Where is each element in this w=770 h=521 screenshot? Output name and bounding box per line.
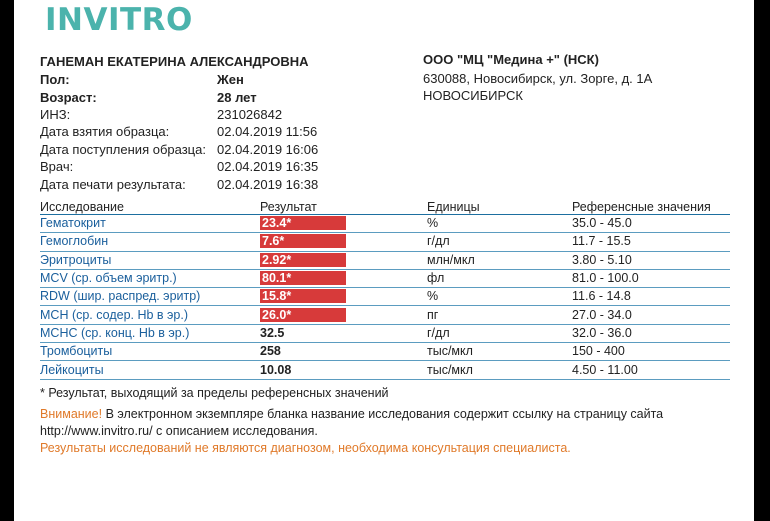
test-name[interactable]: RDW (шир. распред. эритр) (40, 288, 260, 306)
row-label: Пол: (40, 72, 70, 88)
row-value: 02.04.2019 16:06 (217, 141, 319, 157)
row-label: Дата поступления образца: (40, 141, 206, 157)
unit: г/дл (427, 233, 572, 251)
reference-range: 11.6 - 14.8 (572, 288, 730, 306)
reference-range: 35.0 - 45.0 (572, 215, 730, 233)
patient-info (40, 52, 318, 193)
out-of-range-value: 26.0* (260, 308, 346, 322)
out-of-range-note: * Результат, выходящий за пределы референсных значений (40, 386, 389, 400)
test-name[interactable]: Тромбоциты (40, 343, 260, 361)
result-value (260, 251, 427, 269)
out-of-range-value: 7.6* (260, 234, 346, 248)
table-row (40, 324, 730, 342)
reference-range: 81.0 - 100.0 (572, 269, 730, 287)
header-test: Исследование (40, 201, 260, 215)
patient-row-print-date (40, 175, 318, 192)
link-tail: с описанием исследования. (152, 424, 318, 438)
result-value: 32.5 (260, 324, 427, 342)
row-value: 28 лет (217, 89, 257, 105)
patient-row-sex (40, 71, 318, 88)
patient-row-sample-date (40, 123, 318, 140)
test-name[interactable]: MCH (ср. содер. Hb в эр.) (40, 306, 260, 324)
row-value: 231026842 (217, 106, 283, 122)
reference-range: 32.0 - 36.0 (572, 324, 730, 342)
table-row (40, 215, 730, 233)
reference-range: 11.7 - 15.5 (572, 233, 730, 251)
unit: млн/мкл (427, 251, 572, 269)
site-link[interactable]: http://www.invitro.ru/ (40, 424, 153, 438)
patient-row-received-date (40, 141, 318, 158)
header-result: Результат (260, 201, 427, 215)
table-row (40, 288, 730, 306)
reference-range: 4.50 - 11.00 (572, 361, 730, 379)
row-label: Возраст: (40, 89, 97, 105)
row-value: 02.04.2019 16:38 (217, 176, 319, 192)
unit: г/дл (427, 324, 572, 342)
test-name[interactable]: Лейкоциты (40, 361, 260, 379)
table-row (40, 251, 730, 269)
result-value (260, 233, 427, 251)
header-units: Единицы (427, 201, 572, 215)
patient-name: ГАНЕМАН ЕКАТЕРИНА АЛЕКСАНДРОВНА (40, 54, 309, 69)
table-header-row (40, 201, 730, 215)
result-value (260, 288, 427, 306)
row-label: Дата печати результата: (40, 176, 186, 192)
unit: пг (427, 306, 572, 324)
patient-row-doctor (40, 158, 318, 175)
result-value (260, 215, 427, 233)
row-value: 02.04.2019 11:56 (217, 124, 318, 140)
invitro-logo: INVITRO (45, 2, 193, 38)
table-row (40, 361, 730, 379)
reference-range: 150 - 400 (572, 343, 730, 361)
table-row (40, 233, 730, 251)
disclaimer: Результаты исследований не являются диагнозом, необходима консультация специалиста. (40, 441, 571, 455)
row-label: Врач: (40, 159, 74, 175)
reference-range: 27.0 - 34.0 (572, 306, 730, 324)
unit: фл (427, 269, 572, 287)
warning-note (40, 406, 663, 440)
result-value: 10.08 (260, 361, 427, 379)
patient-row-inz (40, 106, 318, 123)
header-reference: Референсные значения (572, 201, 730, 215)
result-value (260, 306, 427, 324)
clinic-city: НОВОСИБИРСК (423, 88, 523, 104)
clinic-info (423, 52, 652, 105)
unit: % (427, 288, 572, 306)
out-of-range-value: 80.1* (260, 271, 346, 285)
table-row (40, 306, 730, 324)
warning-label: Внимание! (40, 407, 103, 421)
clinic-name: ООО "МЦ "Медина +" (НСК) (423, 52, 599, 67)
patient-row-age (40, 88, 318, 105)
unit: тыс/мкл (427, 343, 572, 361)
results-table (40, 201, 730, 380)
row-label: Дата взятия образца: (40, 124, 170, 140)
out-of-range-value: 15.8* (260, 289, 346, 303)
unit: % (427, 215, 572, 233)
test-name[interactable]: Гематокрит (40, 215, 260, 233)
result-value: 258 (260, 343, 427, 361)
clinic-address: 630088, Новосибирск, ул. Зорге, д. 1А (423, 71, 653, 86)
test-name[interactable]: Гемоглобин (40, 233, 260, 251)
result-value (260, 269, 427, 287)
row-value: 02.04.2019 16:35 (217, 159, 319, 175)
warning-text: В электронном экземпляре бланка название исследования содержит ссылку на страницу сайта (102, 407, 664, 421)
test-name[interactable]: MCHC (ср. конц. Hb в эр.) (40, 324, 260, 342)
test-name[interactable]: MCV (ср. объем эритр.) (40, 269, 260, 287)
unit: тыс/мкл (427, 361, 572, 379)
table-row (40, 343, 730, 361)
row-label: ИНЗ: (40, 106, 71, 122)
table-row (40, 269, 730, 287)
result-sheet (14, 0, 754, 521)
out-of-range-value: 23.4* (260, 216, 346, 230)
row-value: Жен (217, 72, 244, 88)
reference-range: 3.80 - 5.10 (572, 251, 730, 269)
test-name[interactable]: Эритроциты (40, 251, 260, 269)
out-of-range-value: 2.92* (260, 253, 346, 267)
